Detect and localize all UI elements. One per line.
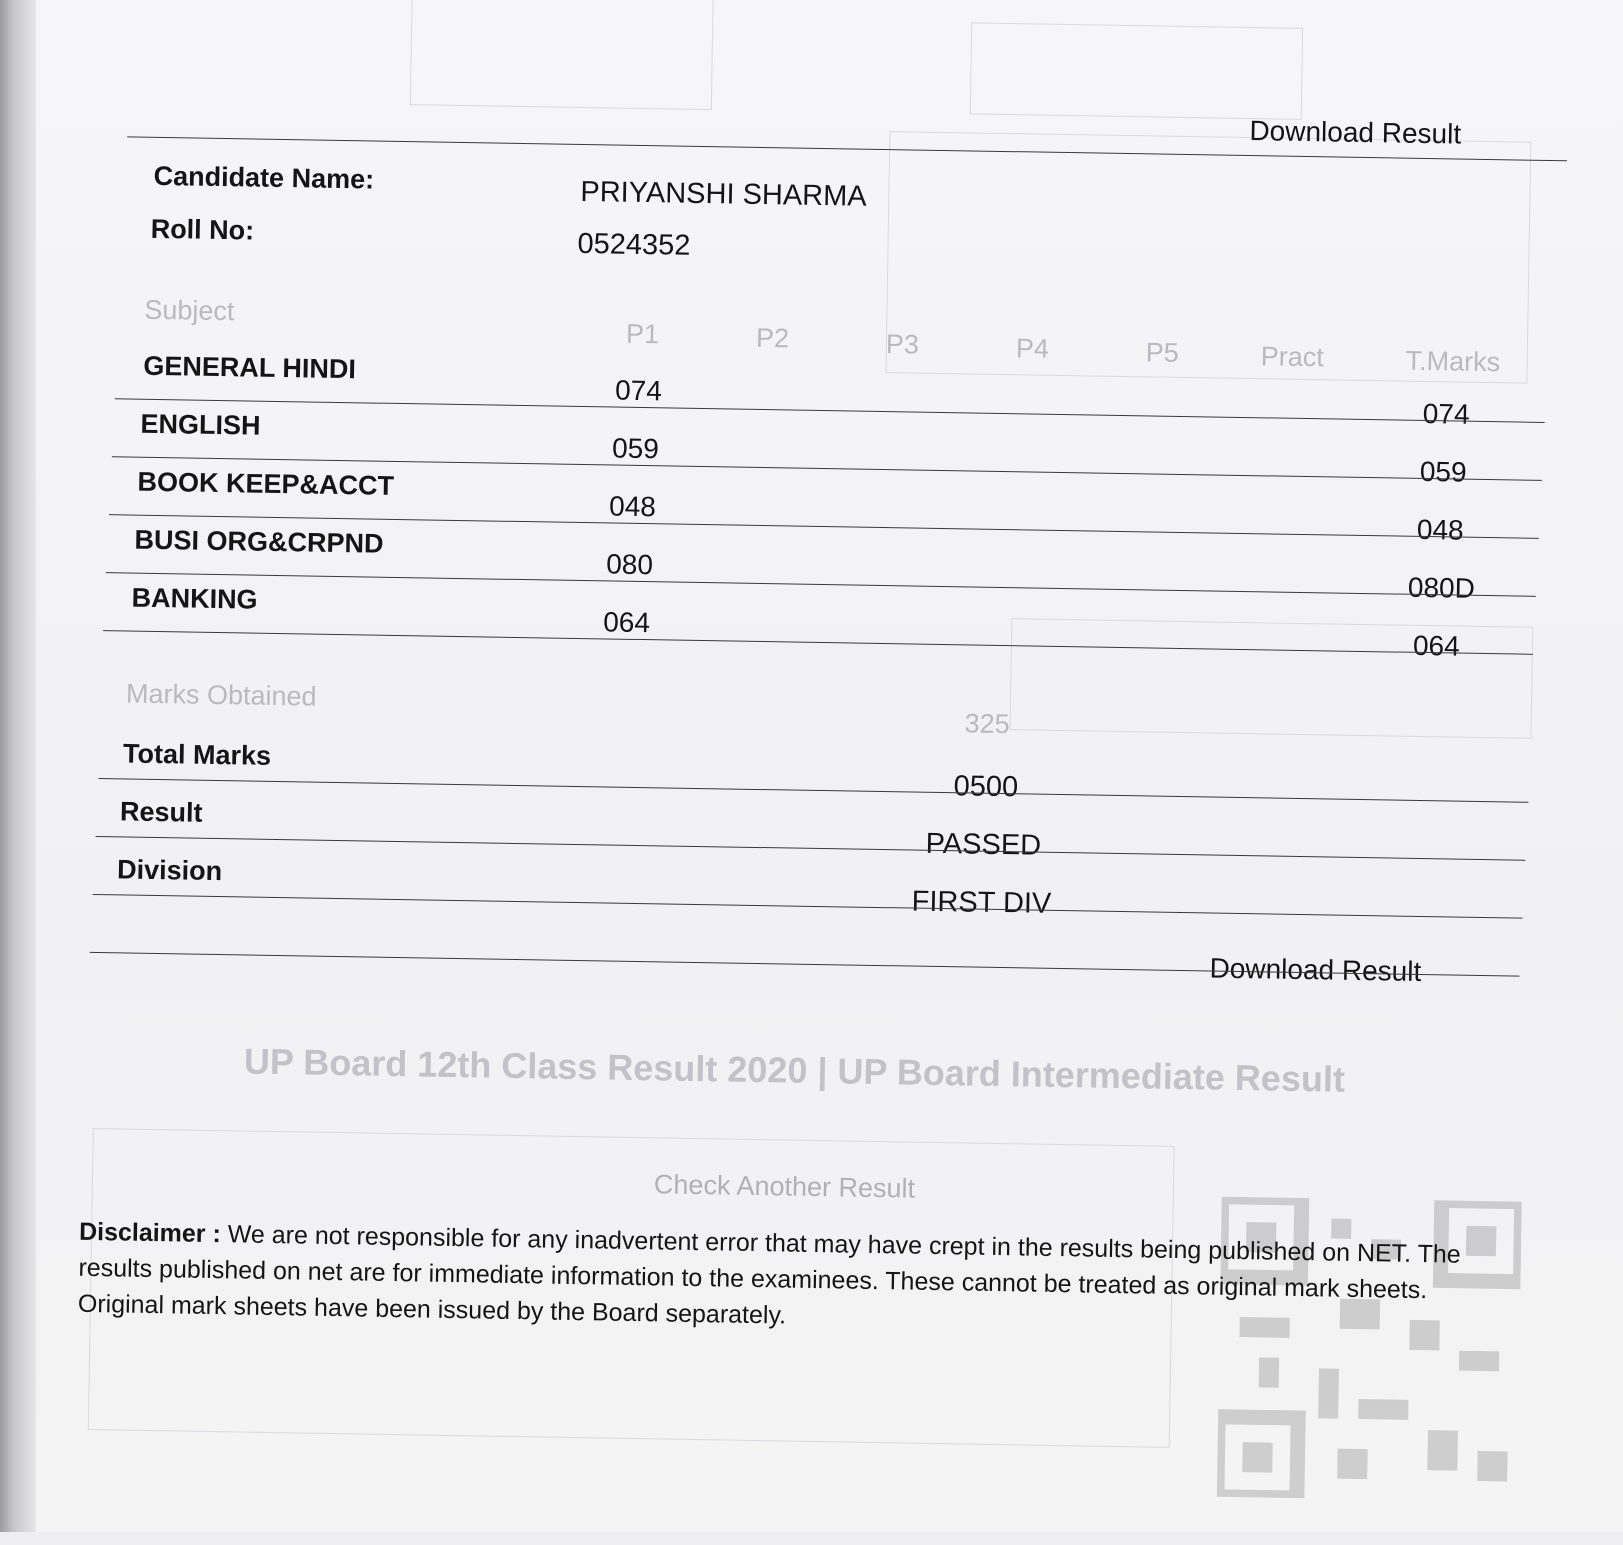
header-p5: P5 [1145,337,1180,368]
subject-total-mark: 080D [1407,571,1476,604]
row-divider [99,778,1529,803]
subject-name: GENERAL HINDI [143,350,357,385]
row-divider [115,398,1545,423]
subject-total-mark: 048 [1416,513,1464,546]
header-total-marks: T.Marks [1405,345,1501,378]
candidate-name-value: PRIYANSHI SHARMA [580,175,867,213]
subject-total-mark: 064 [1412,629,1460,662]
candidate-name-label: Candidate Name: [153,160,375,195]
disclaimer-text: We are not responsible for any inadvertent error that may have crept in the results being published on NET. The results published on net are for immediate information to the examinees. These cannot be treated as original mark sheets. Original mark sheets have been issued by the Board separately. [77,1220,1461,1330]
roll-no-label: Roll No: [150,213,255,246]
result-value: PASSED [925,827,1042,862]
subject-p1-mark: 064 [603,606,651,639]
subject-total-mark: 074 [1422,397,1470,430]
subject-total-mark: 059 [1419,455,1467,488]
row-divider [93,894,1523,919]
header-p3: P3 [885,329,920,360]
bleed-through-box [970,22,1303,119]
result-label: Result [119,796,203,828]
division-label: Division [116,854,223,887]
subject-p1-mark: 059 [611,432,660,465]
subject-p1-mark: 048 [608,490,657,523]
disclaimer-label: Disclaimer : [78,1217,222,1249]
subject-name: BOOK KEEP&ACCT [137,466,395,501]
row-divider [96,836,1526,861]
row-divider [106,572,1536,597]
header-pract: Pract [1260,341,1325,373]
header-p2: P2 [755,322,790,354]
roll-no-value: 0524352 [577,227,691,262]
division-value: FIRST DIV [911,885,1052,920]
subject-name: BUSI ORG&CRPND [134,524,384,559]
download-result-link-bottom[interactable]: Download Result [1209,952,1422,988]
check-another-result-link[interactable]: Check Another Result [653,1169,916,1204]
subject-name: BANKING [131,582,258,615]
result-banner-heading: UP Board 12th Class Result 2020 | UP Board Intermediate Result [243,1040,1346,1100]
subject-p1-mark: 074 [614,374,663,407]
subject-name: ENGLISH [140,408,261,441]
marks-obtained-label: Marks Obtained [125,678,317,712]
download-result-link-top[interactable]: Download Result [1249,115,1462,150]
marks-obtained-value: 325 [964,708,1010,740]
total-marks-value: 0500 [953,770,1019,804]
header-subject: Subject [144,294,235,327]
total-marks-label: Total Marks [122,738,272,771]
header-p4: P4 [1015,333,1050,364]
bleed-through-box [410,0,714,110]
subject-p1-mark: 080 [605,548,654,581]
header-p1: P1 [625,318,660,350]
